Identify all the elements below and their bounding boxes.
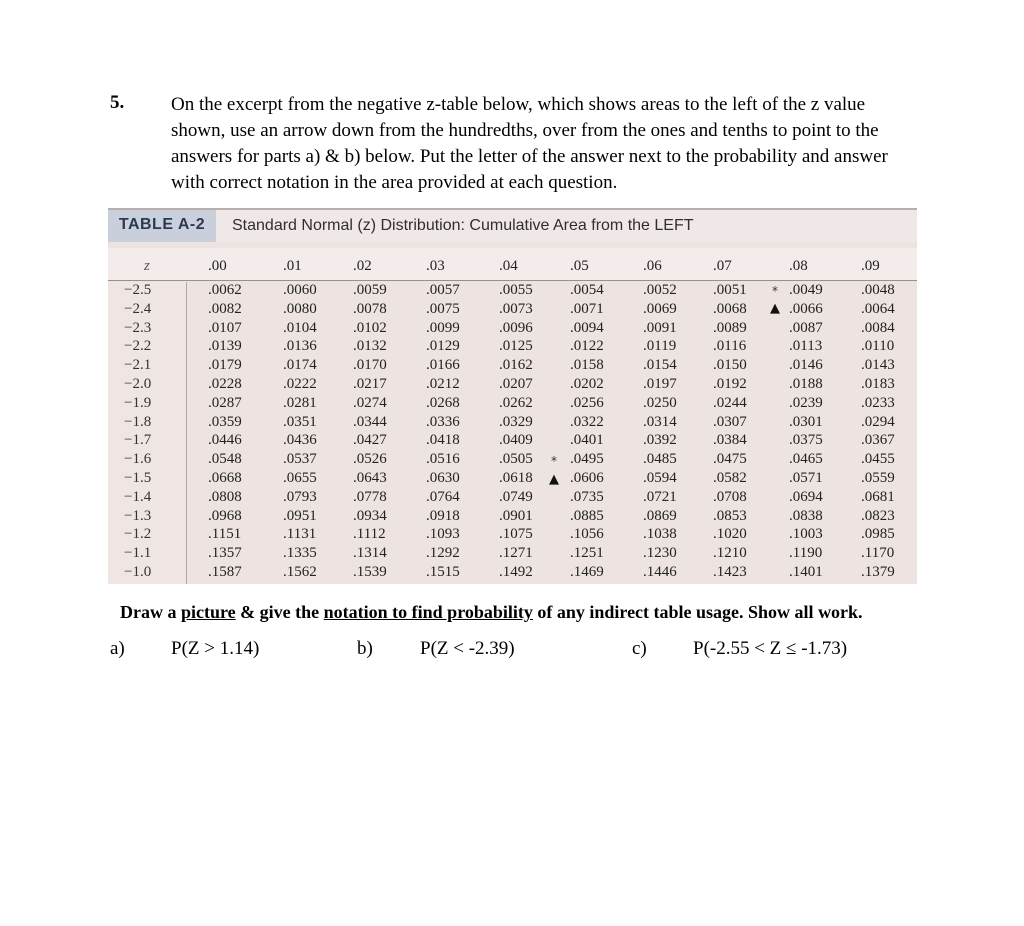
- table-cell: .0146: [789, 357, 823, 374]
- z-value: −1.7: [124, 432, 152, 449]
- instructions-mid: & give the: [235, 602, 324, 622]
- table-cell: .0091: [643, 319, 677, 336]
- table-cell: .0136: [283, 338, 317, 355]
- table-cell: .0823: [861, 507, 895, 524]
- table-cell: .0166: [426, 357, 460, 374]
- table-row: [108, 282, 917, 301]
- table-cell: .0188: [789, 376, 823, 392]
- table-cell: .1075: [499, 526, 533, 543]
- table-cell: .1210: [713, 545, 747, 562]
- column-header: .08: [789, 258, 808, 274]
- table-cell: .0838: [789, 507, 823, 524]
- instructions-notation: notation to find probability: [323, 602, 533, 622]
- table-cell: .0116: [713, 338, 747, 355]
- table-cell: .0122: [570, 338, 604, 355]
- z-value: −1.6: [124, 451, 152, 468]
- table-cell: .0089: [713, 319, 747, 336]
- table-cell: .0322: [570, 413, 604, 430]
- column-header: .04: [499, 258, 518, 274]
- table-cell: .0069: [643, 300, 677, 317]
- table-cell: .0548: [208, 451, 242, 468]
- column-header: .07: [713, 258, 732, 274]
- table-cell: .1562: [283, 564, 317, 580]
- table-cell: .0132: [353, 338, 387, 355]
- table-cell: .0735: [570, 488, 604, 505]
- table-cell: .0764: [426, 488, 460, 505]
- part-a-letter: a): [110, 638, 125, 659]
- table-row: [108, 508, 917, 527]
- table-row: [108, 395, 917, 414]
- z-value: −2.4: [124, 300, 152, 317]
- table-cell: .0162: [499, 357, 533, 374]
- z-value: −1.3: [124, 507, 152, 524]
- table-cell: .1093: [426, 526, 460, 543]
- instructions: [120, 602, 863, 623]
- asterisk-marker: *: [551, 454, 557, 468]
- table-cell: .0885: [570, 507, 604, 524]
- table-cell: .0256: [570, 394, 604, 411]
- table-cell: .0250: [643, 394, 677, 411]
- table-cell: .0239: [789, 394, 823, 411]
- table-row: [108, 338, 917, 357]
- z-value: −2.0: [124, 376, 152, 392]
- instructions-lead: Draw a: [120, 602, 181, 622]
- table-cell: .0217: [353, 376, 387, 392]
- table-cell: .1357: [208, 545, 242, 562]
- table-cell: .1003: [789, 526, 823, 543]
- column-header: .02: [353, 258, 372, 274]
- table-cell: .0170: [353, 357, 387, 374]
- table-cell: .0052: [643, 282, 677, 298]
- table-cell: .0179: [208, 357, 242, 374]
- table-cell: .0143: [861, 357, 895, 374]
- table-cell: .0154: [643, 357, 677, 374]
- table-cell: .1314: [353, 545, 387, 562]
- table-row: [108, 320, 917, 339]
- table-cell: .0901: [499, 507, 533, 524]
- table-cell: .0228: [208, 376, 242, 392]
- table-cell: .1190: [789, 545, 823, 562]
- column-header: .03: [426, 258, 445, 274]
- table-cell: .0329: [499, 413, 533, 430]
- table-row: [108, 470, 917, 489]
- part-a-expression: P(Z > 1.14): [171, 638, 260, 659]
- table-cell: .0918: [426, 507, 460, 524]
- table-cell: .0212: [426, 376, 460, 392]
- table-cell: .0869: [643, 507, 677, 524]
- table-cell: .0150: [713, 357, 747, 374]
- table-cell: .0446: [208, 432, 242, 449]
- table-cell: .1423: [713, 564, 747, 580]
- table-cell: .0119: [643, 338, 677, 355]
- table-cell: .0307: [713, 413, 747, 430]
- table-cell: .0071: [570, 300, 604, 317]
- table-row: [108, 301, 917, 320]
- table-cell: .0367: [861, 432, 895, 449]
- column-header-row: [108, 248, 917, 281]
- z-table: [108, 208, 917, 584]
- z-value: −1.8: [124, 413, 152, 430]
- table-cell: .1587: [208, 564, 242, 580]
- table-cell: .0207: [499, 376, 533, 392]
- table-cell: .0351: [283, 413, 317, 430]
- table-row: [108, 545, 917, 564]
- table-cell: .1131: [283, 526, 317, 543]
- table-cell: .0436: [283, 432, 317, 449]
- question-text: On the excerpt from the negative z-table below, which shows areas to the left of the z value shown, use an arrow down from the hundredths, over from the ones and tenths to point to the answers for parts a) & b) below. Put the letter of the answer next to the probability and answer with correct notation in the area provided at each question.: [171, 94, 888, 193]
- column-header: .09: [861, 258, 880, 274]
- table-cell: .0475: [713, 451, 747, 468]
- table-cell: .0808: [208, 488, 242, 505]
- table-cell: .0314: [643, 413, 677, 430]
- part-b-letter: b): [357, 638, 373, 659]
- table-cell: .0571: [789, 470, 823, 486]
- table-cell: .0082: [208, 300, 242, 317]
- table-row: [108, 451, 917, 470]
- table-cell: .0618: [499, 470, 533, 486]
- table-cell: .0606: [570, 470, 604, 486]
- table-cell: .0096: [499, 319, 533, 336]
- table-cell: .0113: [789, 338, 823, 355]
- table-cell: .1335: [283, 545, 317, 562]
- table-body: [108, 282, 917, 584]
- table-cell: .0951: [283, 507, 317, 524]
- table-cell: .0643: [353, 470, 387, 486]
- table-cell: .0104: [283, 319, 317, 336]
- table-cell: .0202: [570, 376, 604, 392]
- table-cell: .0073: [499, 300, 533, 317]
- table-cell: .1271: [499, 545, 533, 562]
- table-cell: .1112: [353, 526, 386, 543]
- table-row: [108, 357, 917, 376]
- table-cell: .0668: [208, 470, 242, 486]
- table-cell: .0721: [643, 488, 677, 505]
- table-cell: .0129: [426, 338, 460, 355]
- table-cell: .0853: [713, 507, 747, 524]
- z-value: −2.5: [124, 282, 152, 298]
- table-row: [108, 376, 917, 395]
- column-header: .05: [570, 258, 589, 274]
- table-cell: .1469: [570, 564, 604, 580]
- table-cell: .0465: [789, 451, 823, 468]
- table-cell: .0694: [789, 488, 823, 505]
- table-cell: .0262: [499, 394, 533, 411]
- asterisk-marker: *: [772, 284, 778, 298]
- table-cell: .0051: [713, 282, 747, 298]
- table-cell: .1515: [426, 564, 460, 580]
- z-value: −1.4: [124, 488, 152, 505]
- table-cell: .0344: [353, 413, 387, 430]
- table-cell: .0066: [789, 300, 823, 317]
- table-cell: .0526: [353, 451, 387, 468]
- table-cell: .0409: [499, 432, 533, 449]
- table-cell: .0183: [861, 376, 895, 392]
- table-cell: .1401: [789, 564, 823, 580]
- part-b-expression: P(Z < -2.39): [420, 638, 515, 659]
- table-cell: .0139: [208, 338, 242, 355]
- z-value: −2.1: [124, 357, 152, 374]
- table-cell: .1292: [426, 545, 460, 562]
- table-cell: .0054: [570, 282, 604, 298]
- table-cell: .0233: [861, 394, 895, 411]
- table-row: [108, 526, 917, 545]
- table-cell: .0485: [643, 451, 677, 468]
- table-cell: .0094: [570, 319, 604, 336]
- up-arrow-icon: ▲: [770, 301, 780, 316]
- table-cell: .1251: [570, 545, 604, 562]
- table-cell: .0301: [789, 413, 823, 430]
- table-cell: .0064: [861, 300, 895, 317]
- table-cell: .0968: [208, 507, 242, 524]
- table-cell: .0125: [499, 338, 533, 355]
- z-value: −2.2: [124, 338, 152, 355]
- column-header: .00: [208, 258, 227, 274]
- table-cell: .0268: [426, 394, 460, 411]
- table-cell: .0985: [861, 526, 895, 543]
- table-cell: .0078: [353, 300, 387, 317]
- table-cell: .0793: [283, 488, 317, 505]
- table-cell: .0102: [353, 319, 387, 336]
- table-cell: .0110: [861, 338, 895, 355]
- table-cell: .0375: [789, 432, 823, 449]
- table-cell: .0049: [789, 282, 823, 298]
- table-cell: .0655: [283, 470, 317, 486]
- table-cell: .0060: [283, 282, 317, 298]
- table-cell: .0392: [643, 432, 677, 449]
- table-cell: .0505: [499, 451, 533, 468]
- table-cell: .0080: [283, 300, 317, 317]
- table-row: [108, 489, 917, 508]
- table-cell: .1056: [570, 526, 604, 543]
- table-cell: .0516: [426, 451, 460, 468]
- table-cell: .0244: [713, 394, 747, 411]
- table-cell: .0681: [861, 488, 895, 505]
- table-cell: .0192: [713, 376, 747, 392]
- table-cell: .0174: [283, 357, 317, 374]
- z-value: −1.9: [124, 394, 152, 411]
- table-cell: .0749: [499, 488, 533, 505]
- table-cell: .0934: [353, 507, 387, 524]
- table-cell: .0294: [861, 413, 895, 430]
- table-cell: .1446: [643, 564, 677, 580]
- table-cell: .1379: [861, 564, 895, 580]
- table-cell: .0630: [426, 470, 460, 486]
- z-value: −2.3: [124, 319, 152, 336]
- table-header-bar: [108, 208, 917, 242]
- table-cell: .0778: [353, 488, 387, 505]
- table-cell: .0455: [861, 451, 895, 468]
- table-cell: .0084: [861, 319, 895, 336]
- table-cell: .0582: [713, 470, 747, 486]
- table-row: [108, 432, 917, 451]
- z-value: −1.2: [124, 526, 152, 543]
- table-cell: .0068: [713, 300, 747, 317]
- table-cell: .0287: [208, 394, 242, 411]
- table-cell: .0099: [426, 319, 460, 336]
- table-label: TABLE A-2: [108, 210, 216, 242]
- table-cell: .1539: [353, 564, 387, 580]
- table-cell: .0087: [789, 319, 823, 336]
- table-cell: .1038: [643, 526, 677, 543]
- table-cell: .0281: [283, 394, 317, 411]
- table-cell: .0427: [353, 432, 387, 449]
- table-cell: .0222: [283, 376, 317, 392]
- table-cell: .1170: [861, 545, 895, 562]
- table-cell: .0057: [426, 282, 460, 298]
- table-cell: .1020: [713, 526, 747, 543]
- column-header: .01: [283, 258, 302, 274]
- question-number: 5.: [110, 92, 125, 113]
- table-cell: .0336: [426, 413, 460, 430]
- z-column-header: z: [144, 258, 150, 274]
- table-cell: .0495: [570, 451, 604, 468]
- up-arrow-icon: ▲: [549, 472, 559, 487]
- table-cell: .0559: [861, 470, 895, 486]
- table-cell: .0197: [643, 376, 677, 392]
- instructions-tail: of any indirect table usage. Show all work.: [532, 602, 863, 622]
- table-cell: .0075: [426, 300, 460, 317]
- table-cell: .0418: [426, 432, 460, 449]
- part-c-expression: P(-2.55 < Z ≤ -1.73): [693, 638, 848, 659]
- table-cell: .0062: [208, 282, 242, 298]
- z-value: −1.1: [124, 545, 152, 562]
- table-cell: .0594: [643, 470, 677, 486]
- table-row: [108, 564, 917, 583]
- table-cell: .0401: [570, 432, 604, 449]
- column-header: .06: [643, 258, 662, 274]
- z-value: −1.5: [124, 470, 152, 486]
- table-cell: .0708: [713, 488, 747, 505]
- table-cell: .0059: [353, 282, 387, 298]
- table-cell: .1230: [643, 545, 677, 562]
- table-cell: .0537: [283, 451, 317, 468]
- part-c-letter: c): [632, 638, 647, 659]
- table-cell: .0359: [208, 413, 242, 430]
- table-cell: .1151: [208, 526, 242, 543]
- table-cell: .0048: [861, 282, 895, 298]
- table-cell: .0107: [208, 319, 242, 336]
- table-cell: .0158: [570, 357, 604, 374]
- table-cell: .0274: [353, 394, 387, 411]
- z-value: −1.0: [124, 564, 152, 580]
- table-row: [108, 414, 917, 433]
- table-cell: .0055: [499, 282, 533, 298]
- table-cell: .1492: [499, 564, 533, 580]
- table-caption: Standard Normal (z) Distribution: Cumulative Area from the LEFT: [232, 217, 694, 234]
- table-cell: .0384: [713, 432, 747, 449]
- instructions-picture: picture: [181, 602, 236, 622]
